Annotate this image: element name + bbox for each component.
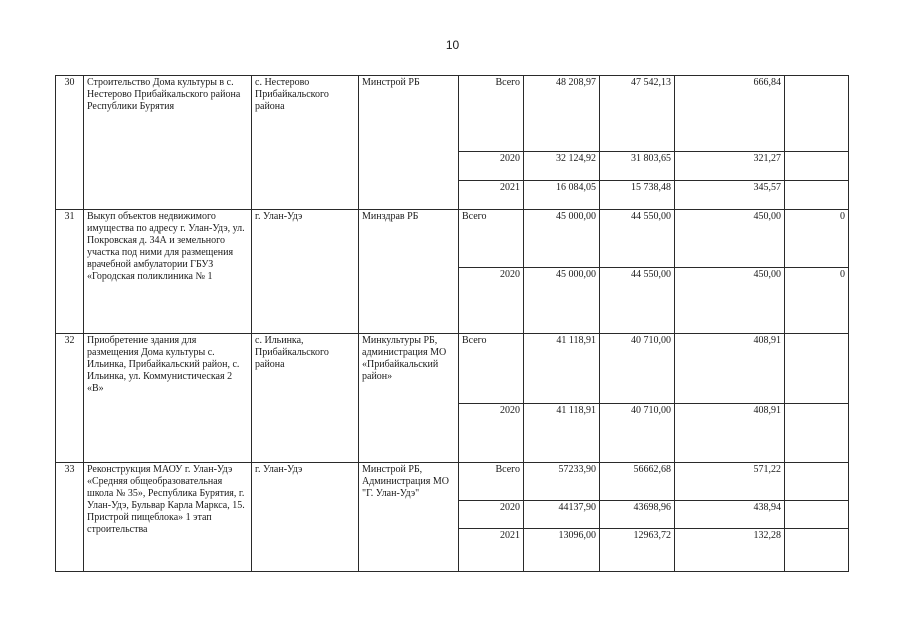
object-name: Выкуп объектов недвижимого имущества по адресу г. Улан-Удэ, ул. Покровская д. 34А и земельного участка под ними для размещения врачебной амбулатории ГБУЗ «Городская поликлиника № 1 [84, 210, 252, 334]
federal-cell: 40 710,00 [600, 404, 675, 463]
year-cell: Всего [459, 334, 524, 404]
republic-cell: 345,57 [675, 181, 785, 210]
year-cell: Всего [459, 463, 524, 501]
page-number: 10 [445, 38, 460, 52]
object-location: г. Улан-Удэ [252, 463, 359, 572]
federal-cell: 44 550,00 [600, 210, 675, 268]
total-cell: 45 000,00 [524, 210, 600, 268]
row-number: 30 [56, 76, 84, 210]
federal-cell: 12963,72 [600, 529, 675, 572]
municipal-cell [785, 76, 849, 152]
total-cell: 32 124,92 [524, 152, 600, 181]
object-name: Реконструкция МАОУ г. Улан-Удэ «Средняя общеобразовательная школа № 35», Республика Бурятия, г. Улан-Удэ, Бульвар Карла Маркса, 15. Пристрой пищеблока» 1 этап строительства [84, 463, 252, 572]
federal-cell: 56662,68 [600, 463, 675, 501]
federal-cell: 40 710,00 [600, 334, 675, 404]
total-cell: 45 000,00 [524, 268, 600, 334]
total-cell: 41 118,91 [524, 404, 600, 463]
municipal-cell: 0 [785, 210, 849, 268]
total-cell: 41 118,91 [524, 334, 600, 404]
year-cell: 2021 [459, 181, 524, 210]
federal-cell: 44 550,00 [600, 268, 675, 334]
total-cell: 44137,90 [524, 501, 600, 529]
object-location: с. Нестерово Прибайкальского района [252, 76, 359, 210]
republic-cell: 408,91 [675, 334, 785, 404]
responsible-agency: Минздрав РБ [359, 210, 459, 334]
total-cell: 48 208,97 [524, 76, 600, 152]
row-number: 33 [56, 463, 84, 572]
responsible-agency: Минстрой РБ, Администрация МО "Г. Улан-Удэ" [359, 463, 459, 572]
republic-cell: 132,28 [675, 529, 785, 572]
municipal-cell [785, 463, 849, 501]
table-row [56, 463, 849, 501]
year-cell: Всего [459, 76, 524, 152]
municipal-cell [785, 404, 849, 463]
municipal-cell [785, 529, 849, 572]
row-number: 31 [56, 210, 84, 334]
federal-cell: 43698,96 [600, 501, 675, 529]
republic-cell: 450,00 [675, 210, 785, 268]
program-table [55, 75, 849, 572]
responsible-agency: Минкультуры РБ, администрация МО «Прибайкальский район» [359, 334, 459, 463]
year-cell: 2020 [459, 501, 524, 529]
municipal-cell [785, 334, 849, 404]
municipal-cell [785, 501, 849, 529]
total-cell: 13096,00 [524, 529, 600, 572]
year-cell: 2020 [459, 152, 524, 181]
federal-cell: 15 738,48 [600, 181, 675, 210]
municipal-cell [785, 152, 849, 181]
republic-cell: 450,00 [675, 268, 785, 334]
row-number: 32 [56, 334, 84, 463]
object-name: Строительство Дома культуры в с. Нестерово Прибайкальского района Республики Бурятия [84, 76, 252, 210]
year-cell: 2021 [459, 529, 524, 572]
year-cell: 2020 [459, 268, 524, 334]
republic-cell: 408,91 [675, 404, 785, 463]
year-cell: Всего [459, 210, 524, 268]
republic-cell: 666,84 [675, 76, 785, 152]
table-row [56, 334, 849, 404]
republic-cell: 571,22 [675, 463, 785, 501]
municipal-cell [785, 181, 849, 210]
federal-cell: 47 542,13 [600, 76, 675, 152]
table-row [56, 76, 849, 152]
object-name: Приобретение здания для размещения Дома культуры с. Ильинка, Прибайкальский район, с. Ильинка, ул. Коммунистическая 2 «В» [84, 334, 252, 463]
responsible-agency: Минстрой РБ [359, 76, 459, 210]
total-cell: 57233,90 [524, 463, 600, 501]
total-cell: 16 084,05 [524, 181, 600, 210]
year-cell: 2020 [459, 404, 524, 463]
object-location: с. Ильинка, Прибайкальского района [252, 334, 359, 463]
object-location: г. Улан-Удэ [252, 210, 359, 334]
table-row [56, 210, 849, 268]
municipal-cell: 0 [785, 268, 849, 334]
republic-cell: 438,94 [675, 501, 785, 529]
republic-cell: 321,27 [675, 152, 785, 181]
federal-cell: 31 803,65 [600, 152, 675, 181]
